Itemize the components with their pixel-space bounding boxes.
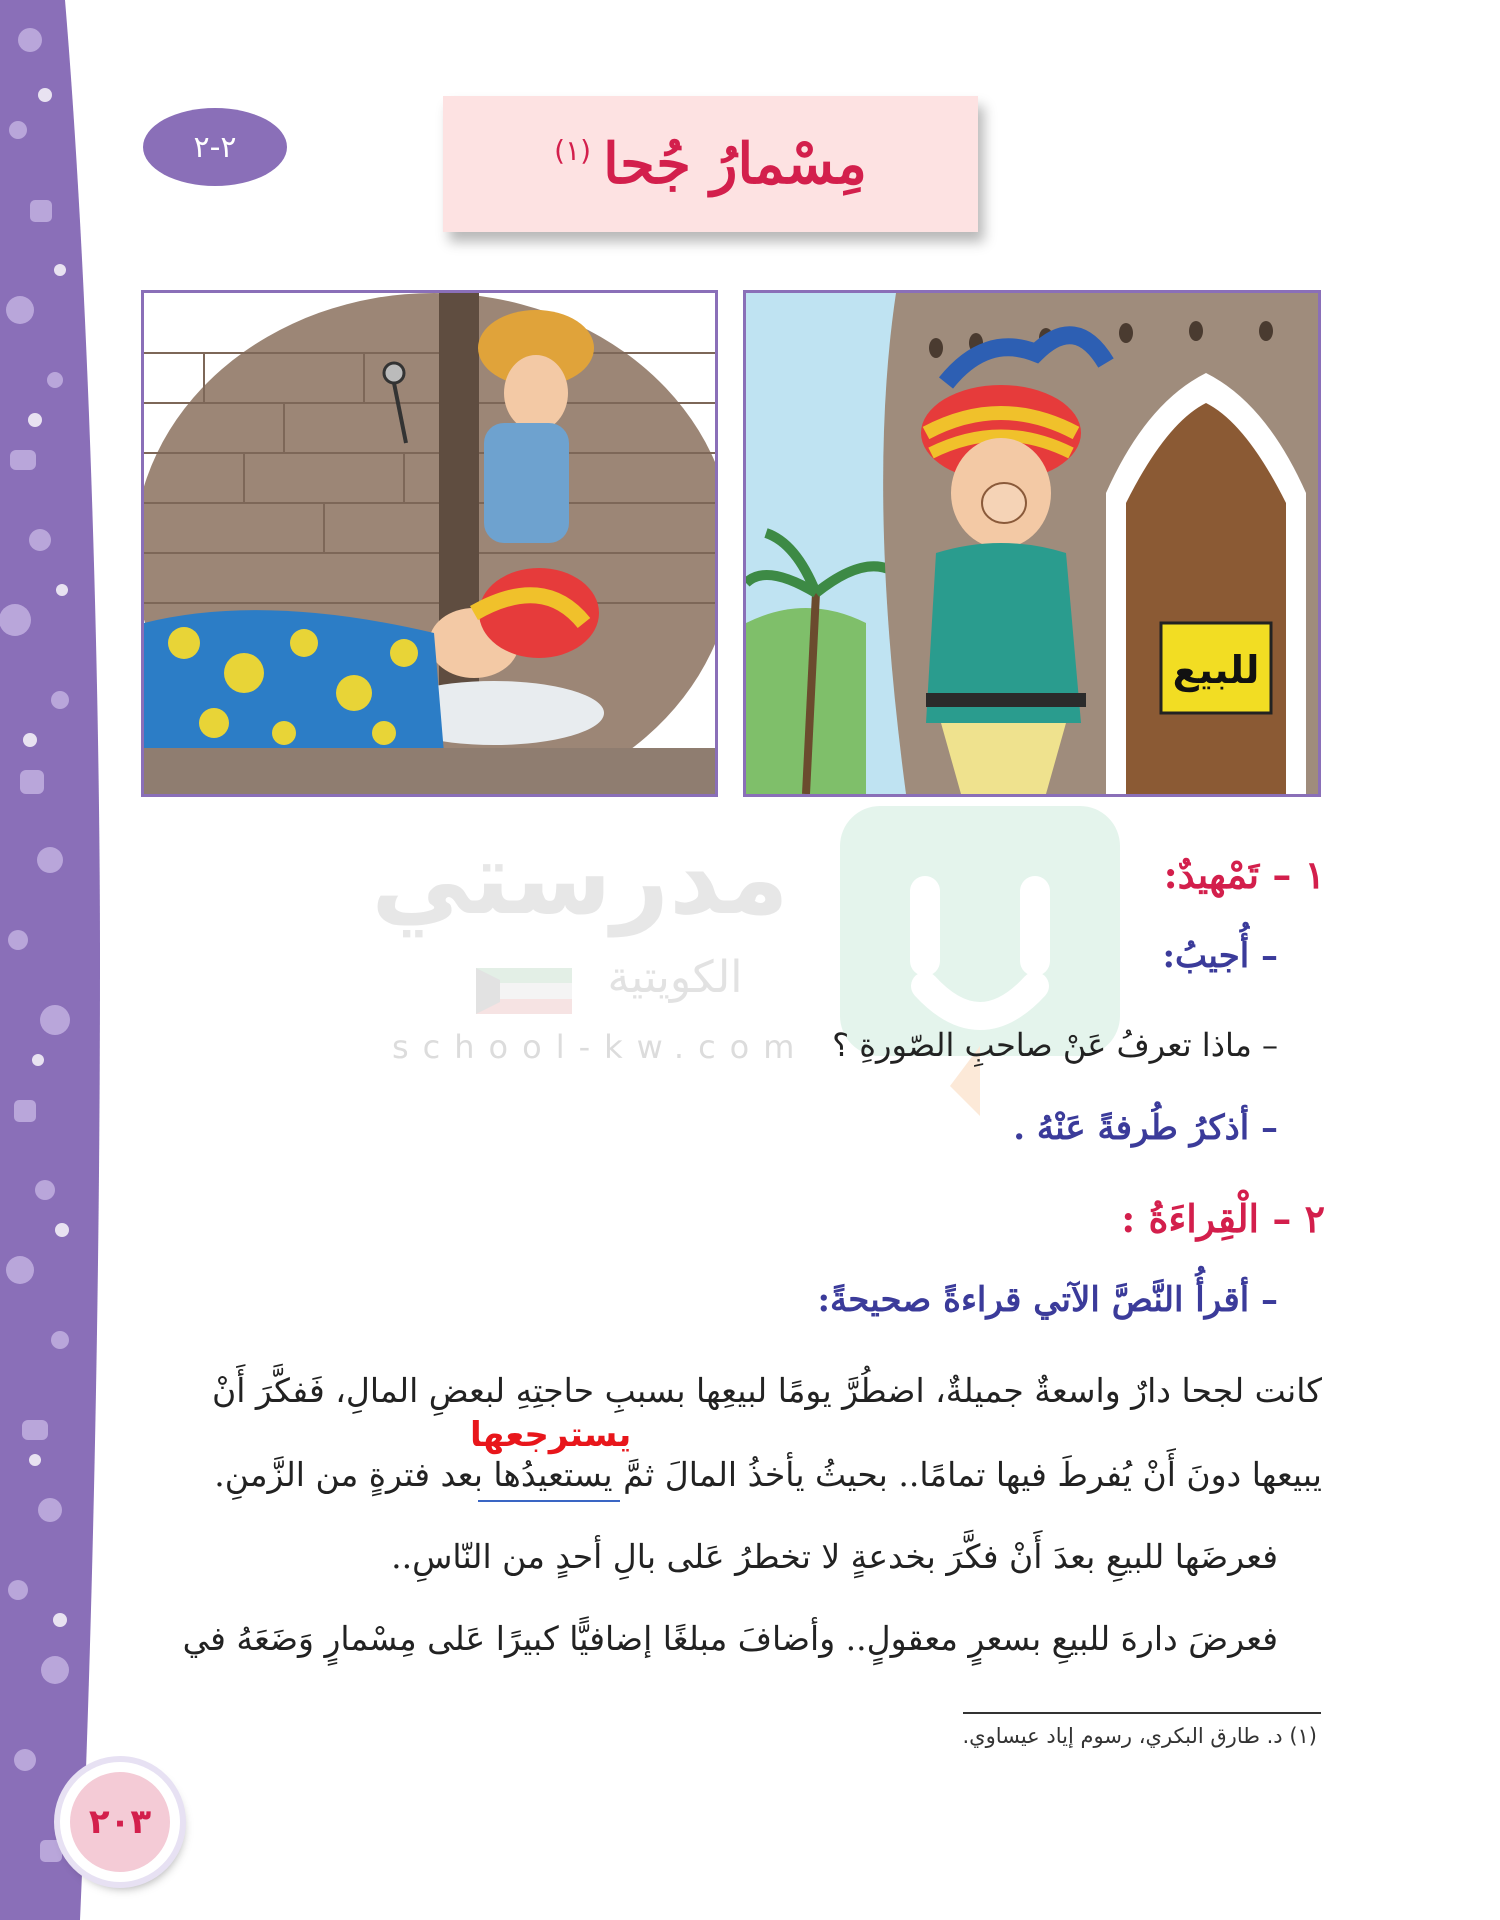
task-mention-anecdote: – أذكرُ طُرفةً عَنْهُ . (1013, 1108, 1278, 1148)
passage-line-1: كانت لجحا دارٌ واسعةٌ جميلةٌ، اضطُرَّ يومًا لبيعِها بسببِ حاجتِهِ لبعضِ المالِ، فَفكَّرَ أَنْ (211, 1371, 1322, 1410)
lesson-title: مِسْمارُ جُحا (603, 131, 867, 197)
page-number-badge (60, 1762, 180, 1882)
footnote-credit: (١) د. طارق البكري، رسوم إياد عيساوي. (962, 1724, 1317, 1748)
watermark-url: school-kw.com (392, 1028, 809, 1066)
watermark-subtitle: الكويتية (607, 952, 743, 1003)
watermark-flag-icon (476, 968, 572, 1014)
lesson-title-box (443, 96, 978, 232)
question-about-character: – ماذا تعرفُ عَنْ صاحبِ الصّورةِ ؟ (832, 1026, 1278, 1064)
section-1-heading: ١ – تَمْهيدٌ: (1163, 852, 1325, 897)
section-2-heading: ٢ – الْقِراءَةُ : (1121, 1196, 1325, 1241)
reading-instruction: – أقرأُ النَّصَّ الآتي قراءةً صحيحةً: (817, 1280, 1278, 1320)
lesson-number-badge: ٢-٢ (143, 108, 287, 186)
illustration-house-for-sale (743, 290, 1321, 797)
section-1-answer-label: – أُجيبُ: (1162, 936, 1278, 976)
footnote-rule (963, 1712, 1321, 1714)
passage-line-3: فعرضَها للبيعِ بعدَ أَنْ فكَّرَ بخدعةٍ لا تخطرُ عَلى بالِ أحدٍ من النّاسِ.. (391, 1537, 1278, 1576)
watermark-logo (830, 796, 1130, 1126)
handwritten-underline (478, 1500, 620, 1502)
passage-line-2: يبيعها دونَ أَنْ يُفرطَ فيها تمامًا.. بحيثُ يأخذُ المالَ ثمَّ يستعيدُها بعد فترةٍ من الزَّمنِ. (214, 1455, 1322, 1494)
handwritten-correction: يسترجعها (470, 1415, 632, 1455)
illustration-sleeping-guest (141, 290, 718, 797)
page-number: ٢٠٣ (70, 1772, 170, 1872)
passage-line-4: فعرضَ دارهَ للبيعِ بسعرٍ معقولٍ.. وأضافَ مبلغًا إضافيًّا كبيرًا عَلى مِسْمارٍ وَضَعَهُ في (182, 1619, 1278, 1658)
watermark-name: مدرستي (371, 820, 789, 937)
for-sale-sign-text: للبيع (1172, 648, 1260, 692)
title-footnote-marker: (١) (554, 134, 592, 167)
